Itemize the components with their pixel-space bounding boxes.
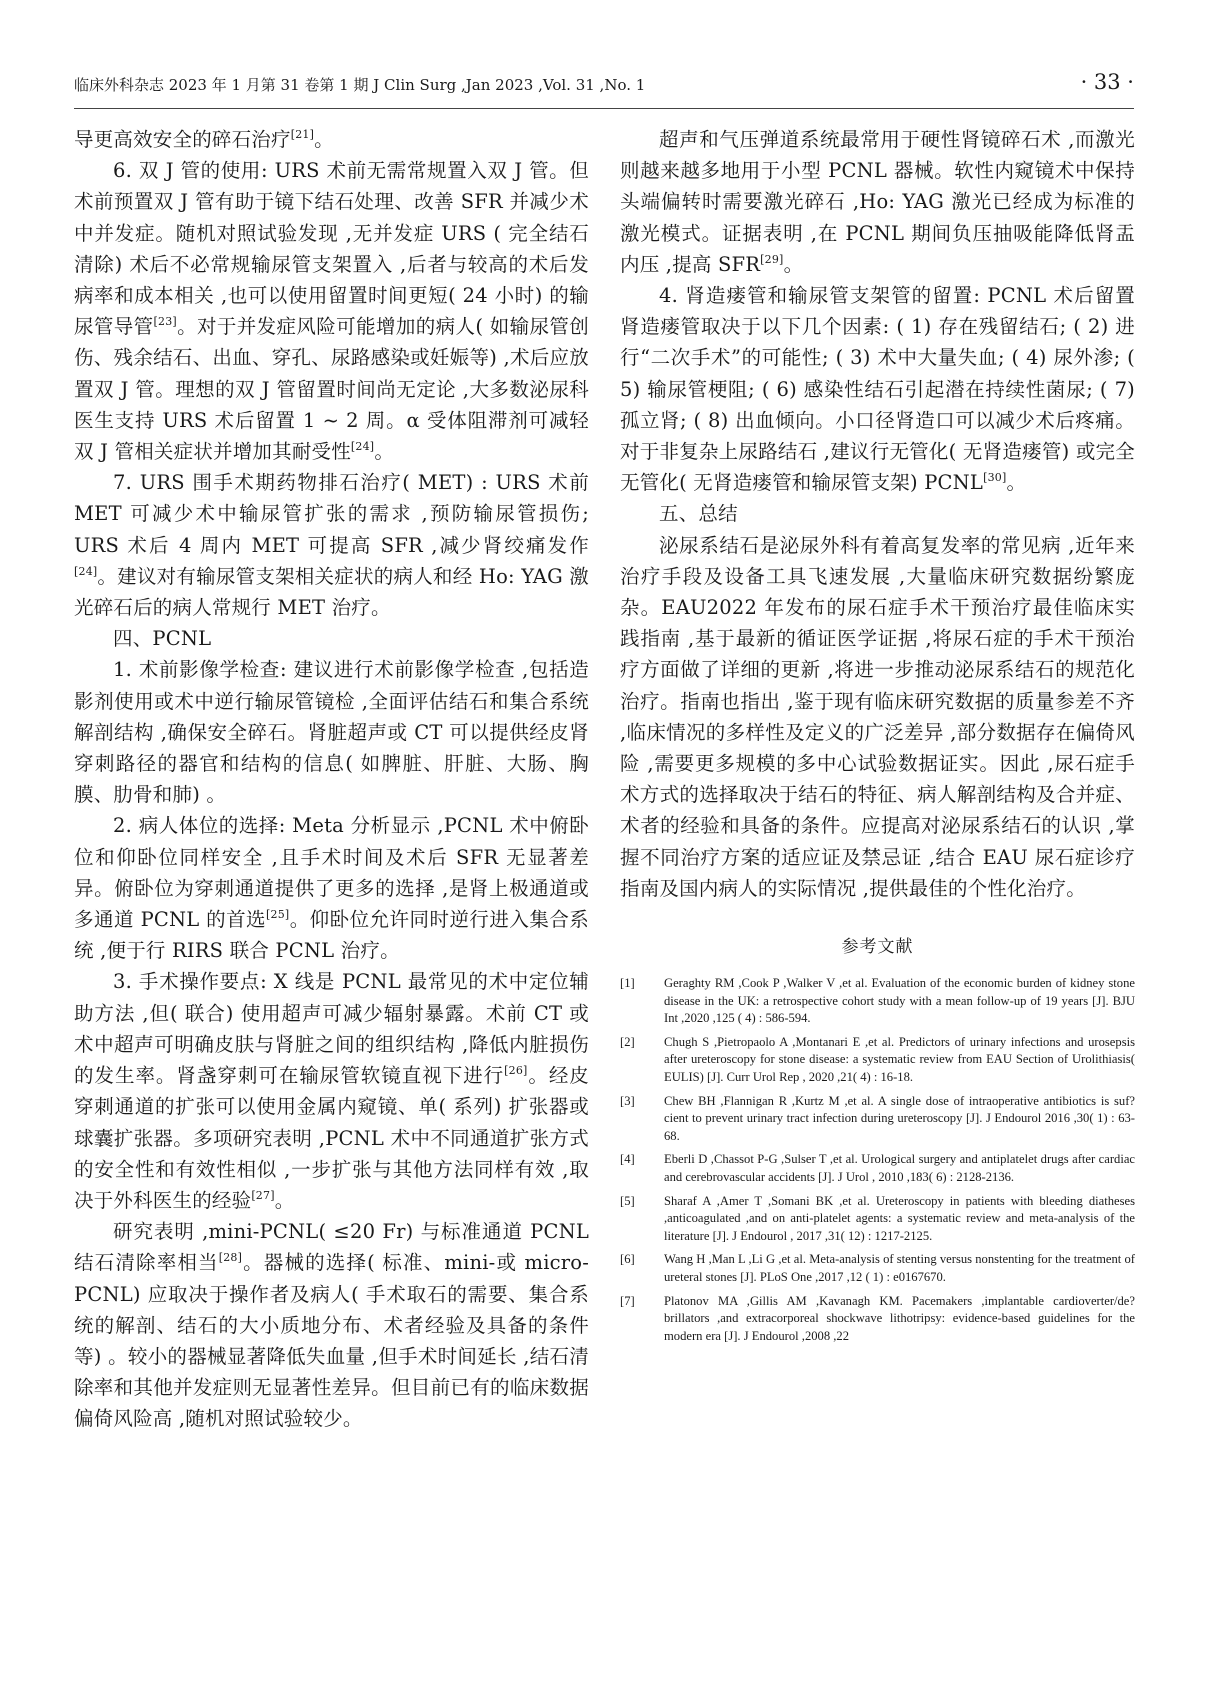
paragraph-text: 。 bbox=[783, 252, 804, 276]
reference-number: [6] bbox=[620, 1252, 635, 1267]
paragraph-text: 4. 肾造瘘管和输尿管支架管的留置: PCNL 术后留置肾造瘘管取决于以下几个因素: ( 1) 存在残留结石; ( 2) 进行“二次手术”的可能性; ( 3) 术中大量失血; ( 4) 尿外渗; ( 5) 输尿管梗阻; ( 6) 感染性结石引起潜在持续性菌尿; ( 7) 孤立肾; ( 8) 出血倾向。小口径肾造口可以减少术后疼痛。对于非复杂上尿路结石 ,建议行无管化( 无肾造瘘管) 或完全无管化( 无肾造瘘管和输尿管支架) PCNL bbox=[620, 284, 1135, 495]
reference-text: Geraghty RM ,Cook P ,Walker V ,et al. Evaluation of the economic burden of kidney stone disease in the UK: a retrospective cohort study with a mean follow-up of 19 years [J]. BJU Int ,2020 ,125 ( 4) : 586-594. bbox=[664, 976, 1135, 1026]
paragraph bbox=[620, 124, 1135, 280]
paragraph-text: 6. 双 J 管的使用: URS 术前无需常规置入双 J 管。但术前预置双 J 管有助于镜下结石处理、改善 SFR 并减少术中并发症。随机对照试验发现 ,无并发症 URS ( 完全结石清除) 术后不必常规输尿管支架置入 ,后者与较高的术后发病率和成本相关 ,也可以使用留置时间更短( 24 小时) 的输尿管导管 bbox=[74, 159, 589, 339]
paragraph bbox=[74, 623, 589, 654]
reference-number: [5] bbox=[620, 1193, 635, 1208]
reference-number: [4] bbox=[620, 1152, 635, 1167]
reference-text: Chugh S ,Pietropaolo A ,Montanari E ,et al. Predictors of urinary infections and urosepsis after ureteroscopy for stone disease: a systematic review from EAU Section of Urolithiasis( EULIS) [J]. Curr Urol Rep , 2020 ,21( 4) : 16-18. bbox=[664, 1034, 1135, 1085]
paragraph-text: 四、PCNL bbox=[113, 627, 212, 651]
reference-text: Eberli D ,Chassot P-G ,Sulser T ,et al. Urological surgery and antiplatelet drugs after cardiac and cerebrovascular accidents [J]. J Urol , 2010 ,183( 6) : 2128-2136. bbox=[664, 1152, 1135, 1185]
paragraph-text: 7. URS 围手术期药物排石治疗( MET) : URS 术前 MET 可减少术中输尿管扩张的需求 ,预防输尿管损伤; URS 术后 4 周内 MET 可提高 SFR ,减少肾绞痛发作 bbox=[74, 471, 589, 557]
citation-marker: [26] bbox=[504, 1064, 528, 1078]
paragraph bbox=[74, 467, 589, 623]
citation-marker: [23] bbox=[153, 315, 177, 329]
paragraph-text: 导更高效安全的碎石治疗 bbox=[74, 128, 291, 151]
citation-marker: [29] bbox=[760, 252, 784, 266]
reference-number: [2] bbox=[620, 1034, 635, 1049]
paragraph-text: 。经皮穿刺通道的扩张可以使用金属内窥镜、单( 系列) 扩张器或球囊扩张器。多项研究表明 ,PCNL 术中不同通道扩张方式的安全性和有效性相似 ,一步扩张与其他方法同样有效 ,取决于外科医生的经验 bbox=[74, 1064, 589, 1212]
reference-item bbox=[620, 1093, 1135, 1146]
citation-marker: [28] bbox=[218, 1251, 243, 1265]
reference-item bbox=[620, 1293, 1135, 1346]
reference-item bbox=[620, 1251, 1135, 1286]
citation-marker: [27] bbox=[251, 1188, 275, 1202]
reference-item bbox=[620, 1151, 1135, 1186]
paragraph-text: 。仰卧位允许同时逆行进入集合系统 ,便于行 RIRS 联合 PCNL 治疗。 bbox=[74, 908, 589, 963]
citation-marker: [21] bbox=[290, 128, 315, 141]
reference-item bbox=[620, 1193, 1135, 1246]
paragraph-text: 研究表明 ,mini-PCNL( ≤20 Fr) 与标准通道 PCNL 结石清除率相当 bbox=[74, 1220, 589, 1275]
paragraph-text: 。 bbox=[374, 440, 395, 464]
paragraph-text: 泌尿系结石是泌尿外科有着高复发率的常见病 ,近年来治疗手段及设备工具飞速发展 ,大量临床研究数据纷繁庞杂。EAU2022 年发布的尿石症手术干预治疗最佳临床实践指南 ,基于最新的循证医学证据 ,将尿石症的手术干预治疗方面做了详细的更新 ,将进一步推动泌尿系结石的规范化治疗。指南也指出 ,鉴于现有临床研究数据的质量参差不齐 ,临床情况的多样性及定义的广泛差异 ,部分数据存在偏倚风险 ,需要更多规模的多中心试验数据证实。因此 ,尿石症手术方式的选择取决于结石的特征、病人解剖结构及合并症、术者的经验和具备的条件。应提高对泌尿系结石的认识 ,掌握不同治疗方案的适应证及禁忌证 ,结合 EAU 尿石症诊疗指南及国内病人的实际情况 ,提供最佳的个性化治疗。 bbox=[620, 533, 1135, 900]
paragraph-text: 。 bbox=[314, 128, 334, 151]
paragraph bbox=[620, 498, 1135, 529]
references-title: 参考文献 bbox=[841, 937, 914, 958]
paragraph bbox=[74, 966, 589, 1216]
paragraph-text: 超声和气压弹道系统最常用于硬性肾镜碎石术 ,而激光则越来越多地用于小型 PCNL 器械。软性内窥镜术中保持头端偏转时需要激光碎石 ,Ho: YAG 激光已经成为标准的激光模式。证据表明 ,在 PCNL 期间负压抽吸能降低肾盂内压 ,提高 SFR bbox=[620, 128, 1135, 276]
reference-item bbox=[620, 1034, 1135, 1087]
citation-marker: [24] bbox=[350, 440, 375, 454]
right-column bbox=[620, 124, 1135, 1351]
reference-text: Sharaf A ,Amer T ,Somani BK ,et al. Ureteroscopy in patients with bleeding diatheses ,anticoagulated ,and on anti-platelet agents: a systematic review and meta-analysis of the literature [J]. J Endourol , 2017 ,31( 12) : 1217-2125. bbox=[664, 1193, 1135, 1243]
paragraph-text: 1. 术前影像学检查: 建议进行术前影像学检查 ,包括造影剂使用或术中逆行输尿管镜检 ,全面评估结石和集合系统解剖结构 ,确保安全碎石。肾脏超声或 CT 可以提供经皮肾穿刺路径的器官和结构的信息( 如脾脏、肝脏、大肠、胸膜、肋骨和肺) 。 bbox=[74, 658, 589, 807]
header-divider bbox=[74, 108, 1134, 109]
paragraph-text: 五、总结 bbox=[659, 502, 738, 526]
reference-number: [1] bbox=[620, 976, 635, 991]
paragraph-text: 3. 手术操作要点: X 线是 PCNL 最常见的术中定位辅助方法 ,但( 联合) 使用超声可减少辐射暴露。术前 CT 或术中超声可明确皮肤与肾脏之间的组织结构 ,降低内脏损伤的发生率。肾盏穿刺可在输尿管软镜直视下进行 bbox=[74, 970, 589, 1088]
paragraph bbox=[620, 280, 1135, 498]
reference-text: Platonov MA ,Gillis AM ,Kavanagh KM. Pacemakers ,implantable cardioverter/de? brillators ,and extracorporeal shockwave lithotripsy: evidence-based guidelines for the modern era [J]. J Endourol ,2008 ,22 bbox=[664, 1293, 1135, 1343]
paragraph bbox=[74, 155, 589, 467]
paragraph-text: 。建议对有输尿管支架相关症状的病人和经 Ho: YAG 激光碎石后的病人常规行 MET 治疗。 bbox=[74, 564, 589, 620]
citation-marker: [30] bbox=[983, 471, 1007, 485]
page-number: · 33 · bbox=[1080, 70, 1134, 94]
paragraph bbox=[620, 530, 1135, 904]
paragraph-text: 。 bbox=[1006, 471, 1027, 495]
reference-item bbox=[620, 975, 1135, 1028]
paragraph-text: 2. 病人体位的选择: Meta 分析显示 ,PCNL 术中俯卧位和仰卧位同样安全 ,且手术时间及术后 SFR 无显著差异。俯卧位为穿刺通道提供了更多的选择 ,是肾上极通道或多通道 PCNL 的首选 bbox=[74, 814, 589, 932]
citation-marker: [24] bbox=[74, 564, 98, 578]
paragraph bbox=[74, 1216, 589, 1434]
paragraph bbox=[74, 654, 589, 810]
reference-text: Wang H ,Man L ,Li G ,et al. Meta-analysis of stenting versus nonstenting for the treatment of ureteral stones [J]. PLoS One ,2017 ,12 ( 1) : e0167670. bbox=[664, 1252, 1135, 1284]
paragraph bbox=[74, 810, 589, 966]
paragraph bbox=[74, 124, 589, 155]
references-list bbox=[620, 975, 1135, 1345]
journal-citation: 临床外科杂志 2023 年 1 月第 31 卷第 1 期 J Clin Surg ,Jan 2023 ,Vol. 31 ,No. 1 bbox=[74, 76, 646, 94]
left-column bbox=[74, 124, 589, 1435]
reference-number: [7] bbox=[620, 1293, 635, 1308]
reference-text: Chew BH ,Flannigan R ,Kurtz M ,et al. A single dose of intraoperative antibiotics is suf? cient to prevent urinary tract infection during ureteroscopy [J]. J Endourol 2016 ,30( 1) : 63-68. bbox=[664, 1093, 1135, 1143]
paragraph-text: 。对于并发症风险可能增加的病人( 如输尿管创伤、残余结石、出血、穿孔、尿路感染或妊娠等) ,术后应放置双 J 管。理想的双 J 管留置时间尚无定论 ,大多数泌尿科医生支持 URS 术后留置 1 ~ 2 周。α 受体阻滞剂可减轻双 J 管相关症状并增加其耐受性 bbox=[74, 315, 589, 464]
paragraph-text: 。器械的选择( 标准、mini-或 micro-PCNL) 应取决于操作者及病人( 手术取石的需要、集合系统的解剖、结石的大小质地分布、术者经验及具备的条件等) 。较小的器械显著降低失血量 ,但手术时间延长 ,结石清除率和其他并发症则无显著性差异。但目前已有的临床数据偏倚风险高 ,随机对照试验较少。 bbox=[74, 1251, 589, 1431]
reference-number: [3] bbox=[620, 1093, 635, 1108]
running-header bbox=[74, 70, 1134, 104]
paragraph-text: 。 bbox=[274, 1188, 295, 1212]
citation-marker: [25] bbox=[266, 908, 290, 922]
